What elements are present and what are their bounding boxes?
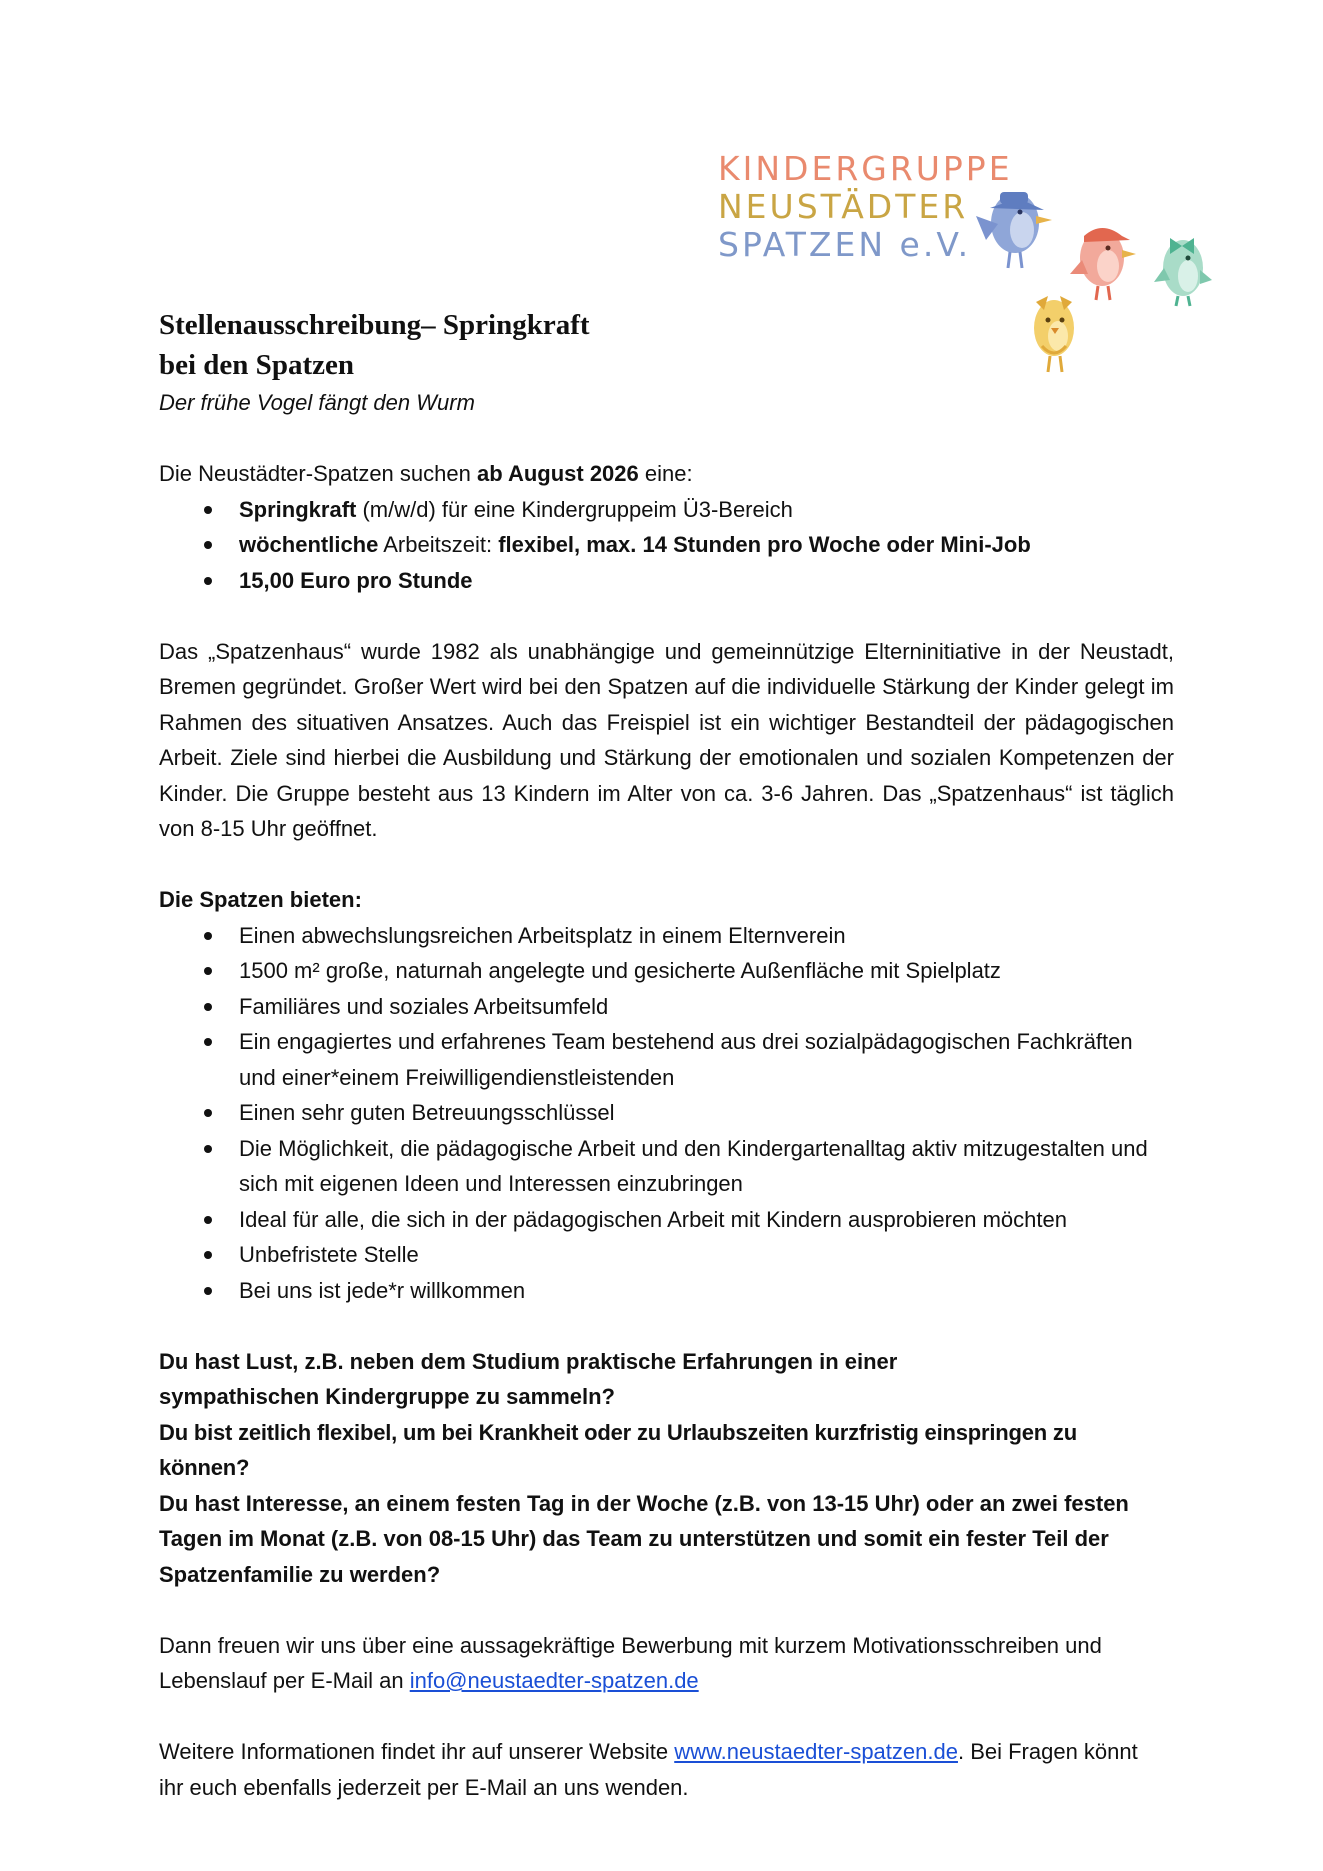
bullet-icon: [204, 1216, 212, 1224]
bullet-icon: [204, 1003, 212, 1011]
question-3: Du hast Interesse, an einem festen Tag in der Woche (z.B. von 13-15 Uhr) oder an zwei festen Tagen im Monat (z.B. von 08-15 Uhr) das Team zu unterstützen und somit ein fester Teil der Spatzenfamilie zu werden?: [159, 1490, 1129, 1587]
offer-role-text: (m/w/d) für eine Kindergruppeim Ü3-Bereich: [356, 496, 793, 522]
bullet-icon: [204, 1038, 212, 1046]
benefits-heading: [159, 882, 1174, 918]
offer-role: Springkraft: [239, 496, 357, 522]
benefit-item: Ideal für alle, die sich in der pädagogischen Arbeit mit Kindern ausprobieren möchten: [159, 1202, 1174, 1238]
benefit-item: Familiäres und soziales Arbeitsumfeld: [159, 989, 1174, 1025]
benefit-item: Unbefristete Stelle: [159, 1237, 1174, 1273]
bullet-icon: [204, 1287, 212, 1295]
page-title: [159, 305, 1174, 385]
logo-line-3: SPATZEN e.V.: [718, 225, 972, 264]
benefit-item: Ein engagiertes und erfahrenes Team bestehend aus drei sozialpädagogischen Fachkräften und einer*einem Freiwilligendienstleistenden: [159, 1024, 1174, 1095]
benefits-list: [159, 918, 1174, 1309]
bullet-icon: [204, 541, 212, 549]
benefits-heading-text: Die Spatzen bieten:: [159, 887, 362, 912]
benefit-item: 1500 m² große, naturnah angelegte und gesicherte Außenfläche mit Spielplatz: [159, 953, 1174, 989]
bullet-icon: [204, 967, 212, 975]
page-subtitle: Der frühe Vogel fängt den Wurm: [159, 390, 475, 415]
info-text-end: . Bei Fragen könnt ihr euch ebenfalls jederzeit per E-Mail an uns wenden.: [159, 1739, 1138, 1800]
intro-start-date: ab August 2026: [476, 461, 639, 486]
benefit-item: Die Möglichkeit, die pädagogische Arbeit und den Kindergartenalltag aktiv mitzugestalten und sich mit eigenen Ideen und Interessen einzubringen: [159, 1131, 1174, 1202]
title-line-1: Stellenausschreibung– Springkraft: [159, 309, 590, 341]
offer-pay: 15,00 Euro pro Stunde: [239, 567, 473, 593]
blue-bird-icon: [976, 192, 1052, 268]
document-body: [159, 305, 1174, 1805]
intro-text-end: eine:: [638, 461, 693, 486]
intro-paragraph: [159, 456, 1174, 492]
offer-hours-value: flexibel, max. 14 Stunden pro Woche oder Mini-Job: [498, 532, 1031, 557]
title-line-2: bei den Spatzen: [159, 349, 354, 381]
bullet-icon: [204, 506, 212, 514]
bullet-icon: [204, 1145, 212, 1153]
bullet-icon: [204, 1251, 212, 1259]
offer-hours-label: wöchentliche: [239, 532, 379, 557]
logo-line-1: KINDERGRUPPE: [718, 149, 1013, 188]
application-text: Dann freuen wir uns über eine aussagekräftige Bewerbung mit kurzem Motivationsschreiben und Lebenslauf per E-Mail an: [159, 1632, 1102, 1693]
question-2: Du bist zeitlich flexibel, um bei Krankheit oder zu Urlaubszeiten kurzfristig einspringen zu können?: [159, 1419, 1077, 1480]
questions-block: [159, 1344, 1159, 1593]
green-bird-icon: [1154, 238, 1212, 306]
question-1: Du hast Lust, z.B. neben dem Studium praktische Erfahrungen in einer sympathischen Kindergruppe zu sammeln?: [159, 1348, 898, 1409]
benefit-item: Einen sehr guten Betreuungsschlüssel: [159, 1095, 1174, 1131]
benefit-item: Einen abwechslungsreichen Arbeitsplatz in einem Elternverein: [159, 918, 1174, 954]
bullet-icon: [204, 932, 212, 940]
logo-line-2: NEUSTÄDTER: [718, 187, 969, 226]
intro-text: Die Neustädter-Spatzen suchen: [159, 461, 477, 486]
benefit-item: Bei uns ist jede*r willkommen: [159, 1273, 1174, 1309]
offer-item: [159, 563, 1174, 599]
website-link[interactable]: www.neustaedter-spatzen.de: [674, 1739, 958, 1764]
bullet-icon: [204, 577, 212, 585]
offer-item: [159, 492, 1174, 528]
email-link[interactable]: info@neustaedter-spatzen.de: [409, 1668, 699, 1693]
info-paragraph: [159, 1734, 1159, 1805]
red-bird-icon: [1070, 228, 1136, 300]
offer-list: [159, 492, 1174, 599]
description-paragraph: Das „Spatzenhaus“ wurde 1982 als unabhängige und gemeinnützige Elterninitiative in der Neustadt, Bremen gegründet. Großer Wert wird bei den Spatzen auf die individuelle Stärkung der Kinder gelegt im Rahmen des situativen Ansatzes. Auch das Freispiel ist ein wichtiger Bestandteil der pädagogischen Arbeit. Ziele sind hierbei die Ausbildung und Stärkung der emotionalen und sozialen Kompetenzen der Kinder. Die Gruppe besteht aus 13 Kindern im Alter von ca. 3-6 Jahren. Das „Spatzenhaus“ ist täglich von 8-15 Uhr geöffnet.: [159, 638, 1174, 841]
offer-item: [159, 527, 1174, 563]
offer-hours-text: Arbeitszeit:: [378, 532, 499, 557]
info-text: Weitere Informationen findet ihr auf unserer Website: [159, 1739, 675, 1764]
bullet-icon: [204, 1109, 212, 1117]
application-paragraph: [159, 1628, 1159, 1699]
